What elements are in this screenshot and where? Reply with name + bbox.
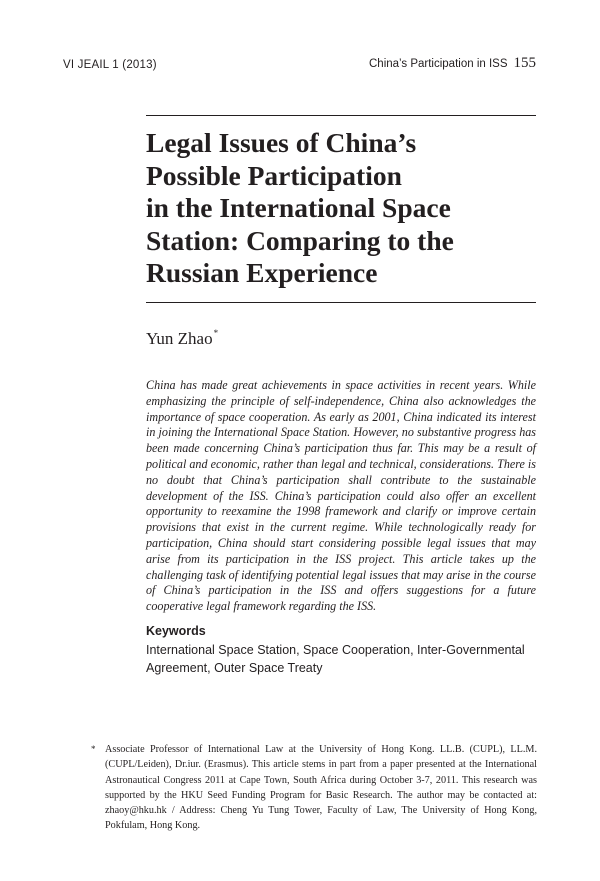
running-header xyxy=(369,55,536,72)
title-line: Station: Comparing to the xyxy=(146,224,454,256)
journal-citation: VI JEAIL 1 (2013) xyxy=(63,59,157,71)
page-number: 155 xyxy=(513,55,536,71)
abstract: China has made great achievements in space activities in recent years. While emphasizing the principle of self-independence, China also acknowledges the importance of space cooperation. As early as 2001, China indicated its interest in joining the International Space Station. However, no substantive progress has been made concerning China’s participation thus far. This may be a result of political and economic, rather than legal and technical, considerations. There is no doubt that China’s participation shall contribute to the sustainable development of the ISS. China’s participation could also offer an excellent opportunity to reexamine the 1998 framework and clarify or improve certain provisions that exist in the current regime. While technologically ready for participation, China should start considering possible legal issues that may arise from its participation in the ISS project. This article takes up the challenging task of identifying potential legal issues that may arise in the course of China’s participation in the ISS and offers suggestions for a future cooperative legal framework regarding the ISS. xyxy=(146,378,536,614)
title-bottom-rule xyxy=(146,302,536,303)
title-line: Russian Experience xyxy=(146,257,378,288)
running-title: China’s Participation in ISS xyxy=(369,58,508,70)
title-top-rule xyxy=(146,115,536,116)
keywords-list: International Space Station, Space Cooperation, Inter-Governmental Agreement, Outer Space Treaty xyxy=(146,643,525,675)
title-line: in the International Space xyxy=(146,192,451,223)
author xyxy=(146,328,218,349)
author-footnote: Associate Professor of International Law at the University of Hong Kong. LL.B. (CUPL), LL.M. (CUPL/Leiden), Dr.iur. (Erasmus). This article stems in part from a paper presented at the International Astronautical Congress 2011 at Cape Town, South Africa during October 3-7, 2011. This research was supported by the HKU Seed Funding Program for Basic Research. The author may be contacted at: zhaoy@hku.hk / Address: Cheng Yu Tung Tower, Faculty of Law, The University of Hong Kong, Pokfulam, Hong Kong. xyxy=(105,744,537,832)
article-title xyxy=(146,127,538,290)
footnote-marker: * xyxy=(91,744,96,754)
title-line: Legal Issues of China’s xyxy=(146,127,417,158)
title-line: Possible Participation xyxy=(146,159,402,191)
keywords-heading: Keywords xyxy=(146,624,206,638)
author-footnote-marker[interactable]: * xyxy=(213,328,219,338)
author-name: Yun Zhao xyxy=(146,329,213,348)
